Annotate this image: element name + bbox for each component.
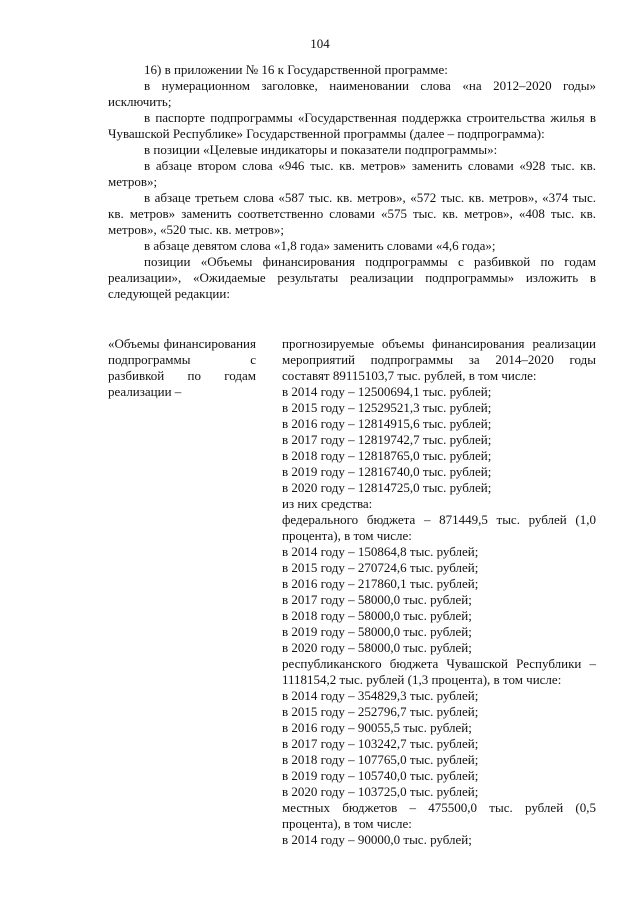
- republic-year-line: в 2015 году – 252796,7 тыс. рублей;: [282, 704, 479, 719]
- republic-year-line: в 2018 году – 107765,0 тыс. рублей;: [282, 752, 479, 767]
- paragraph: 16) в приложении № 16 к Государственной программе:: [144, 62, 448, 77]
- position-title: «Объемы финансирования подпрограммы с разбивкой по годам реализации –: [108, 336, 256, 399]
- local-intro: местных бюджетов – 475500,0 тыс. рублей (0,5 процента), в том числе:: [282, 800, 596, 831]
- paragraph: в абзаце третьем слова «587 тыс. кв. метров», «572 тыс. кв. метров», «374 тыс. кв. метров» заменить соответственно словами «575 тыс. кв. метров», «408 тыс. кв. метров», «520 тыс. кв. метров»;: [108, 190, 596, 237]
- federal-year-line: в 2015 году – 270724,6 тыс. рублей;: [282, 560, 479, 575]
- federal-intro: федерального бюджета – 871449,5 тыс. рублей (1,0 процента), в том числе:: [282, 512, 596, 543]
- page-number: 104: [310, 36, 330, 51]
- paragraph: в паспорте подпрограммы «Государственная поддержка строительства жилья в Чувашской Республике» Государственной программы (далее – подпрограмма):: [108, 110, 596, 141]
- sources-label: из них средства:: [282, 496, 373, 511]
- local-year-line: в 2014 году – 90000,0 тыс. рублей;: [282, 832, 472, 847]
- total-year-line: в 2016 году – 12814915,6 тыс. рублей;: [282, 416, 492, 431]
- position-content: [282, 336, 596, 848]
- republic-year-line: в 2020 году – 103725,0 тыс. рублей;: [282, 784, 479, 799]
- republic-year-line: в 2016 году – 90055,5 тыс. рублей;: [282, 720, 472, 735]
- total-year-line: в 2017 году – 12819742,7 тыс. рублей;: [282, 432, 492, 447]
- total-year-line: в 2020 году – 12814725,0 тыс. рублей;: [282, 480, 492, 495]
- paragraph: позиции «Объемы финансирования подпрограммы с разбивкой по годам реализации», «Ожидаемые результаты реализации подпрограммы» изложить в следующей редакции:: [108, 254, 596, 301]
- paragraph: в абзаце втором слова «946 тыс. кв. метров» заменить словами «928 тыс. кв. метров»;: [108, 158, 596, 189]
- republic-year-line: в 2017 году – 103242,7 тыс. рублей;: [282, 736, 479, 751]
- federal-year-line: в 2014 году – 150864,8 тыс. рублей;: [282, 544, 479, 559]
- total-year-line: в 2014 году – 12500694,1 тыс. рублей;: [282, 384, 492, 399]
- republic-intro: республиканского бюджета Чувашской Республики – 1118154,2 тыс. рублей (1,3 процента), в том числе:: [282, 656, 596, 687]
- body-text: [108, 62, 596, 302]
- financing-intro: прогнозируемые объемы финансирования реализации мероприятий подпрограммы за 2014–2020 годы составят 89115103,7 тыс. рублей, в том числе:: [282, 336, 596, 383]
- total-year-line: в 2015 году – 12529521,3 тыс. рублей;: [282, 400, 492, 415]
- paragraph: в абзаце девятом слова «1,8 года» заменить словами «4,6 года»;: [144, 238, 496, 253]
- republic-year-line: в 2019 году – 105740,0 тыс. рублей;: [282, 768, 479, 783]
- republic-year-line: в 2014 году – 354829,3 тыс. рублей;: [282, 688, 479, 703]
- paragraph: в позиции «Целевые индикаторы и показатели подпрограммы»:: [144, 142, 498, 157]
- federal-year-line: в 2017 году – 58000,0 тыс. рублей;: [282, 592, 472, 607]
- paragraph: в нумерационном заголовке, наименовании слова «на 2012–2020 годы» исключить;: [108, 78, 596, 109]
- financing-table: [108, 336, 596, 848]
- federal-year-line: в 2016 году – 217860,1 тыс. рублей;: [282, 576, 479, 591]
- total-year-line: в 2018 году – 12818765,0 тыс. рублей;: [282, 448, 492, 463]
- federal-year-line: в 2019 году – 58000,0 тыс. рублей;: [282, 624, 472, 639]
- federal-year-line: в 2020 году – 58000,0 тыс. рублей;: [282, 640, 472, 655]
- federal-year-line: в 2018 году – 58000,0 тыс. рублей;: [282, 608, 472, 623]
- total-year-line: в 2019 году – 12816740,0 тыс. рублей;: [282, 464, 492, 479]
